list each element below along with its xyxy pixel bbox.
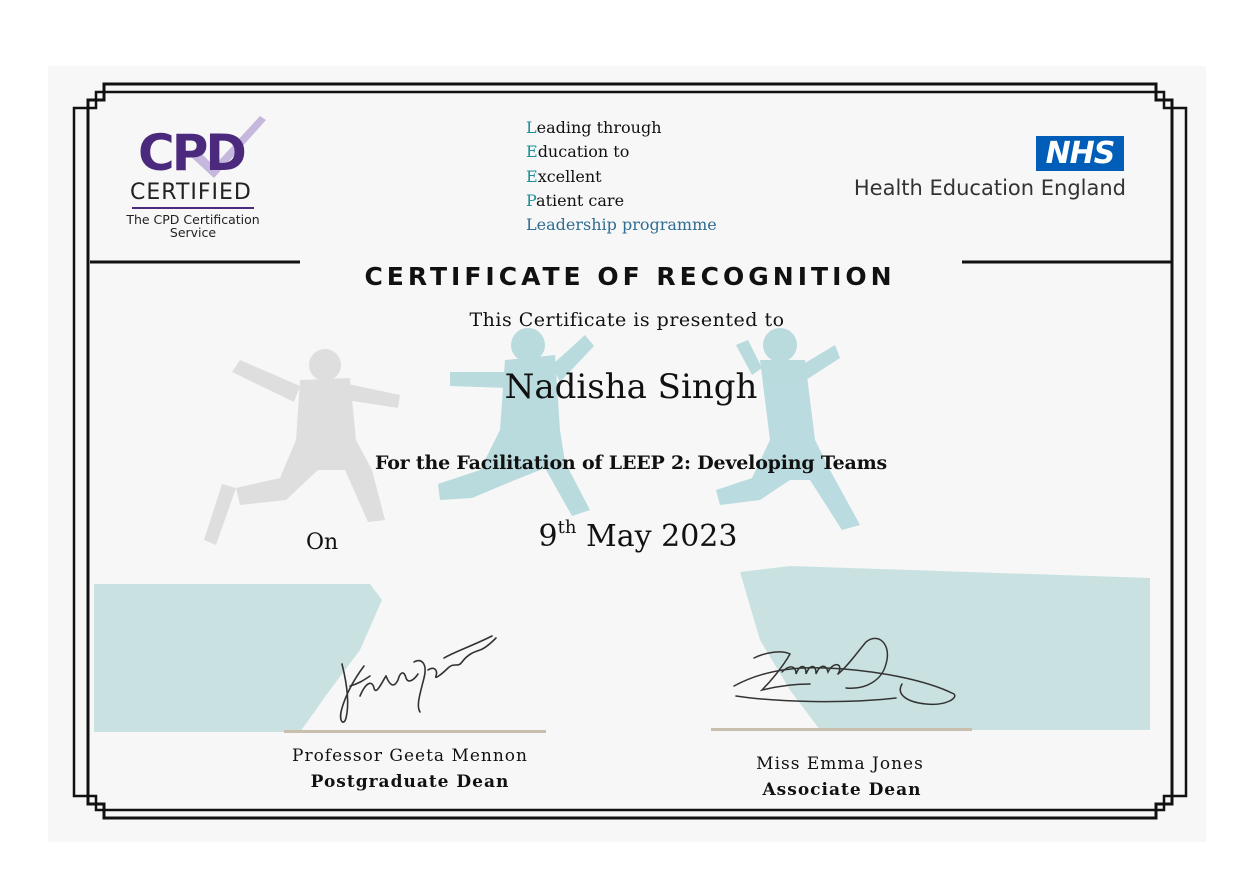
leep-programme-line: Leadership programme [526, 215, 717, 235]
signature-line-1 [284, 730, 546, 733]
signature-emma-jones [726, 624, 966, 714]
leep-line-4: Patient care [526, 190, 625, 210]
signatory-2-title: Associate Dean [762, 780, 922, 800]
leep-line-2: Education to [526, 142, 630, 162]
cpd-mark: CPD [138, 124, 244, 182]
cpd-certified-text: CERTIFIED [130, 180, 252, 205]
on-label: On [306, 530, 339, 555]
leep-line-1: Leading through [526, 118, 662, 137]
leep-acronym-block [526, 116, 717, 237]
recipient-name: Nadisha Singh [504, 367, 758, 407]
certificate-title: CERTIFICATE OF RECOGNITION [364, 262, 896, 291]
signature-geeta-mennon [324, 622, 504, 732]
signatory-1-name: Professor Geeta Mennon [292, 746, 528, 766]
health-education-england-label: Health Education England [853, 176, 1126, 200]
nhs-logo-badge: NHS [1036, 136, 1124, 171]
cpd-certified-logo [118, 110, 268, 242]
cpd-divider [132, 207, 254, 209]
signatory-2-name: Miss Emma Jones [756, 754, 924, 774]
award-reason: For the Facilitation of LEEP 2: Developing Teams [374, 452, 888, 474]
presented-to-text: This Certificate is presented to [469, 309, 785, 331]
cpd-service-text: The CPD Certification Service [126, 212, 260, 240]
signature-line-2 [711, 728, 972, 731]
leep-line-3: Excellent [526, 166, 602, 186]
award-date: 9th May 2023 [538, 517, 738, 554]
signatory-1-title: Postgraduate Dean [310, 772, 510, 792]
